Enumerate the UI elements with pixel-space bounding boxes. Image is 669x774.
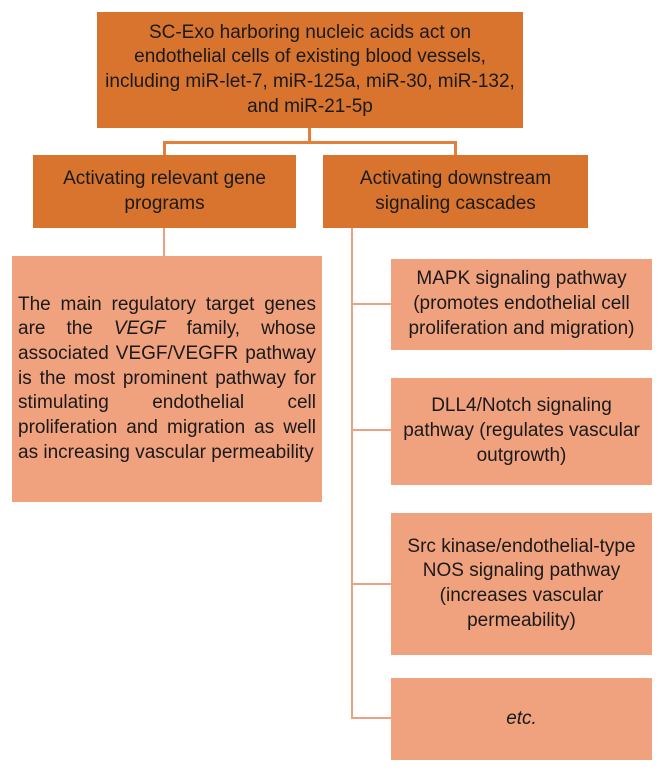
connector-branch-dll4 [351,429,391,431]
root-box: SC-Exo harboring nucleic acids act on endothelial cells of existing blood vessels, including miR-let-7, miR-125a, miR-30, miR-132, and miR-21-5p [97,12,523,128]
pathway-src-kinase-nos-box: Src kinase/endothelial-type NOS signaling pathway (increases vascular permeability) [391,513,652,655]
branch-signaling-cascades-box: Activating downstream signaling cascades [323,155,588,228]
connector-branch-mapk [351,303,391,305]
gene-detail-box [12,256,322,502]
connector-root-stub [308,128,311,141]
pathway-dll4-notch-box: DLL4/Notch signaling pathway (regulates vascular outgrowth) [391,378,652,485]
gene-detail-text: The main regulatory target genes are the VEGF family, whose associated VEGF/VEGFR pathway is the most prominent pathway for stimulating endothelial cell proliferation and migration as well as increasing vascular permeability [18,293,317,463]
branch-gene-programs-box: Activating relevant gene programs [33,155,296,228]
connector-drop-right [454,141,457,155]
pathway-etc-box: etc. [391,678,652,760]
pathway-mapk-box: MAPK signaling pathway (promotes endothelial cell proliferation and migration) [391,259,652,350]
connector-gene-detail [163,228,165,256]
connector-trunk [351,228,353,719]
connector-branch-etc [351,717,391,719]
connector-drop-left [163,141,166,155]
connector-branch-src [351,583,391,585]
connector-horizontal-split [163,141,457,144]
